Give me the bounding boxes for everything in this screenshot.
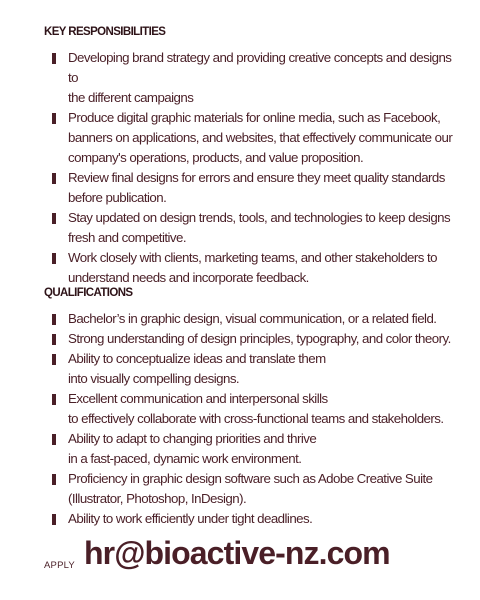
list-item (52, 108, 462, 168)
list-item (52, 469, 462, 509)
list-item-text: Ability to adapt to changing priorities and thrive in a fast-paced, dynamic work environment. (68, 431, 317, 466)
list-item (52, 248, 462, 288)
list-item (52, 329, 462, 349)
bullet-icon (52, 434, 56, 445)
list-item-text: Excellent communication and interpersonal skills to effectively collaborate with cross-functional teams and stakeholders. (68, 391, 444, 426)
list-item-text: Ability to conceptualize ideas and translate them into visually compelling designs. (68, 351, 326, 386)
bullet-icon (52, 173, 56, 184)
bullet-icon (52, 334, 56, 345)
list-item-text: Produce digital graphic materials for online media, such as Facebook, banners on applications, and websites, that effectively communicate our company's operations, products, and value proposition. (68, 110, 453, 165)
list-item (52, 48, 462, 108)
list-item (52, 509, 462, 529)
list-item-text: Work closely with clients, marketing teams, and other stakeholders to understand needs and incorporate feedback. (68, 250, 438, 285)
list-item (52, 168, 462, 208)
list-item (52, 309, 462, 329)
responsibilities-heading: KEY RESPONSIBILITIES (44, 26, 166, 38)
bullet-icon (52, 314, 56, 325)
bullet-icon (52, 474, 56, 485)
qualifications-heading: QUALIFICATIONS (44, 287, 133, 299)
list-item (52, 429, 462, 469)
list-item-text: Strong understanding of design principles, typography, and color theory. (68, 331, 451, 346)
bullet-icon (52, 514, 56, 525)
bullet-icon (52, 253, 56, 264)
list-item-text: Bachelor’s in graphic design, visual communication, or a related field. (68, 311, 437, 326)
qualifications-list (52, 309, 462, 529)
bullet-icon (52, 53, 56, 64)
list-item-text: Ability to work efficiently under tight deadlines. (68, 511, 313, 526)
list-item (52, 389, 462, 429)
bullet-icon (52, 113, 56, 124)
bullet-icon (52, 394, 56, 405)
responsibilities-list (52, 48, 462, 288)
list-item-text: Developing brand strategy and providing creative concepts and designs to the different campaigns (68, 50, 452, 105)
apply-email-link[interactable]: hr@bioactive-nz.com (84, 535, 390, 571)
list-item-text: Review final designs for errors and ensure they meet quality standards before publication. (68, 170, 445, 205)
list-item (52, 349, 462, 389)
bullet-icon (52, 213, 56, 224)
bullet-icon (52, 354, 56, 365)
list-item-text: Stay updated on design trends, tools, and technologies to keep designs fresh and competitive. (68, 210, 451, 245)
apply-label: APPLY (44, 560, 75, 571)
list-item (52, 208, 462, 248)
list-item-text: Proficiency in graphic design software such as Adobe Creative Suite (Illustrator, Photoshop, InDesign). (68, 471, 433, 506)
